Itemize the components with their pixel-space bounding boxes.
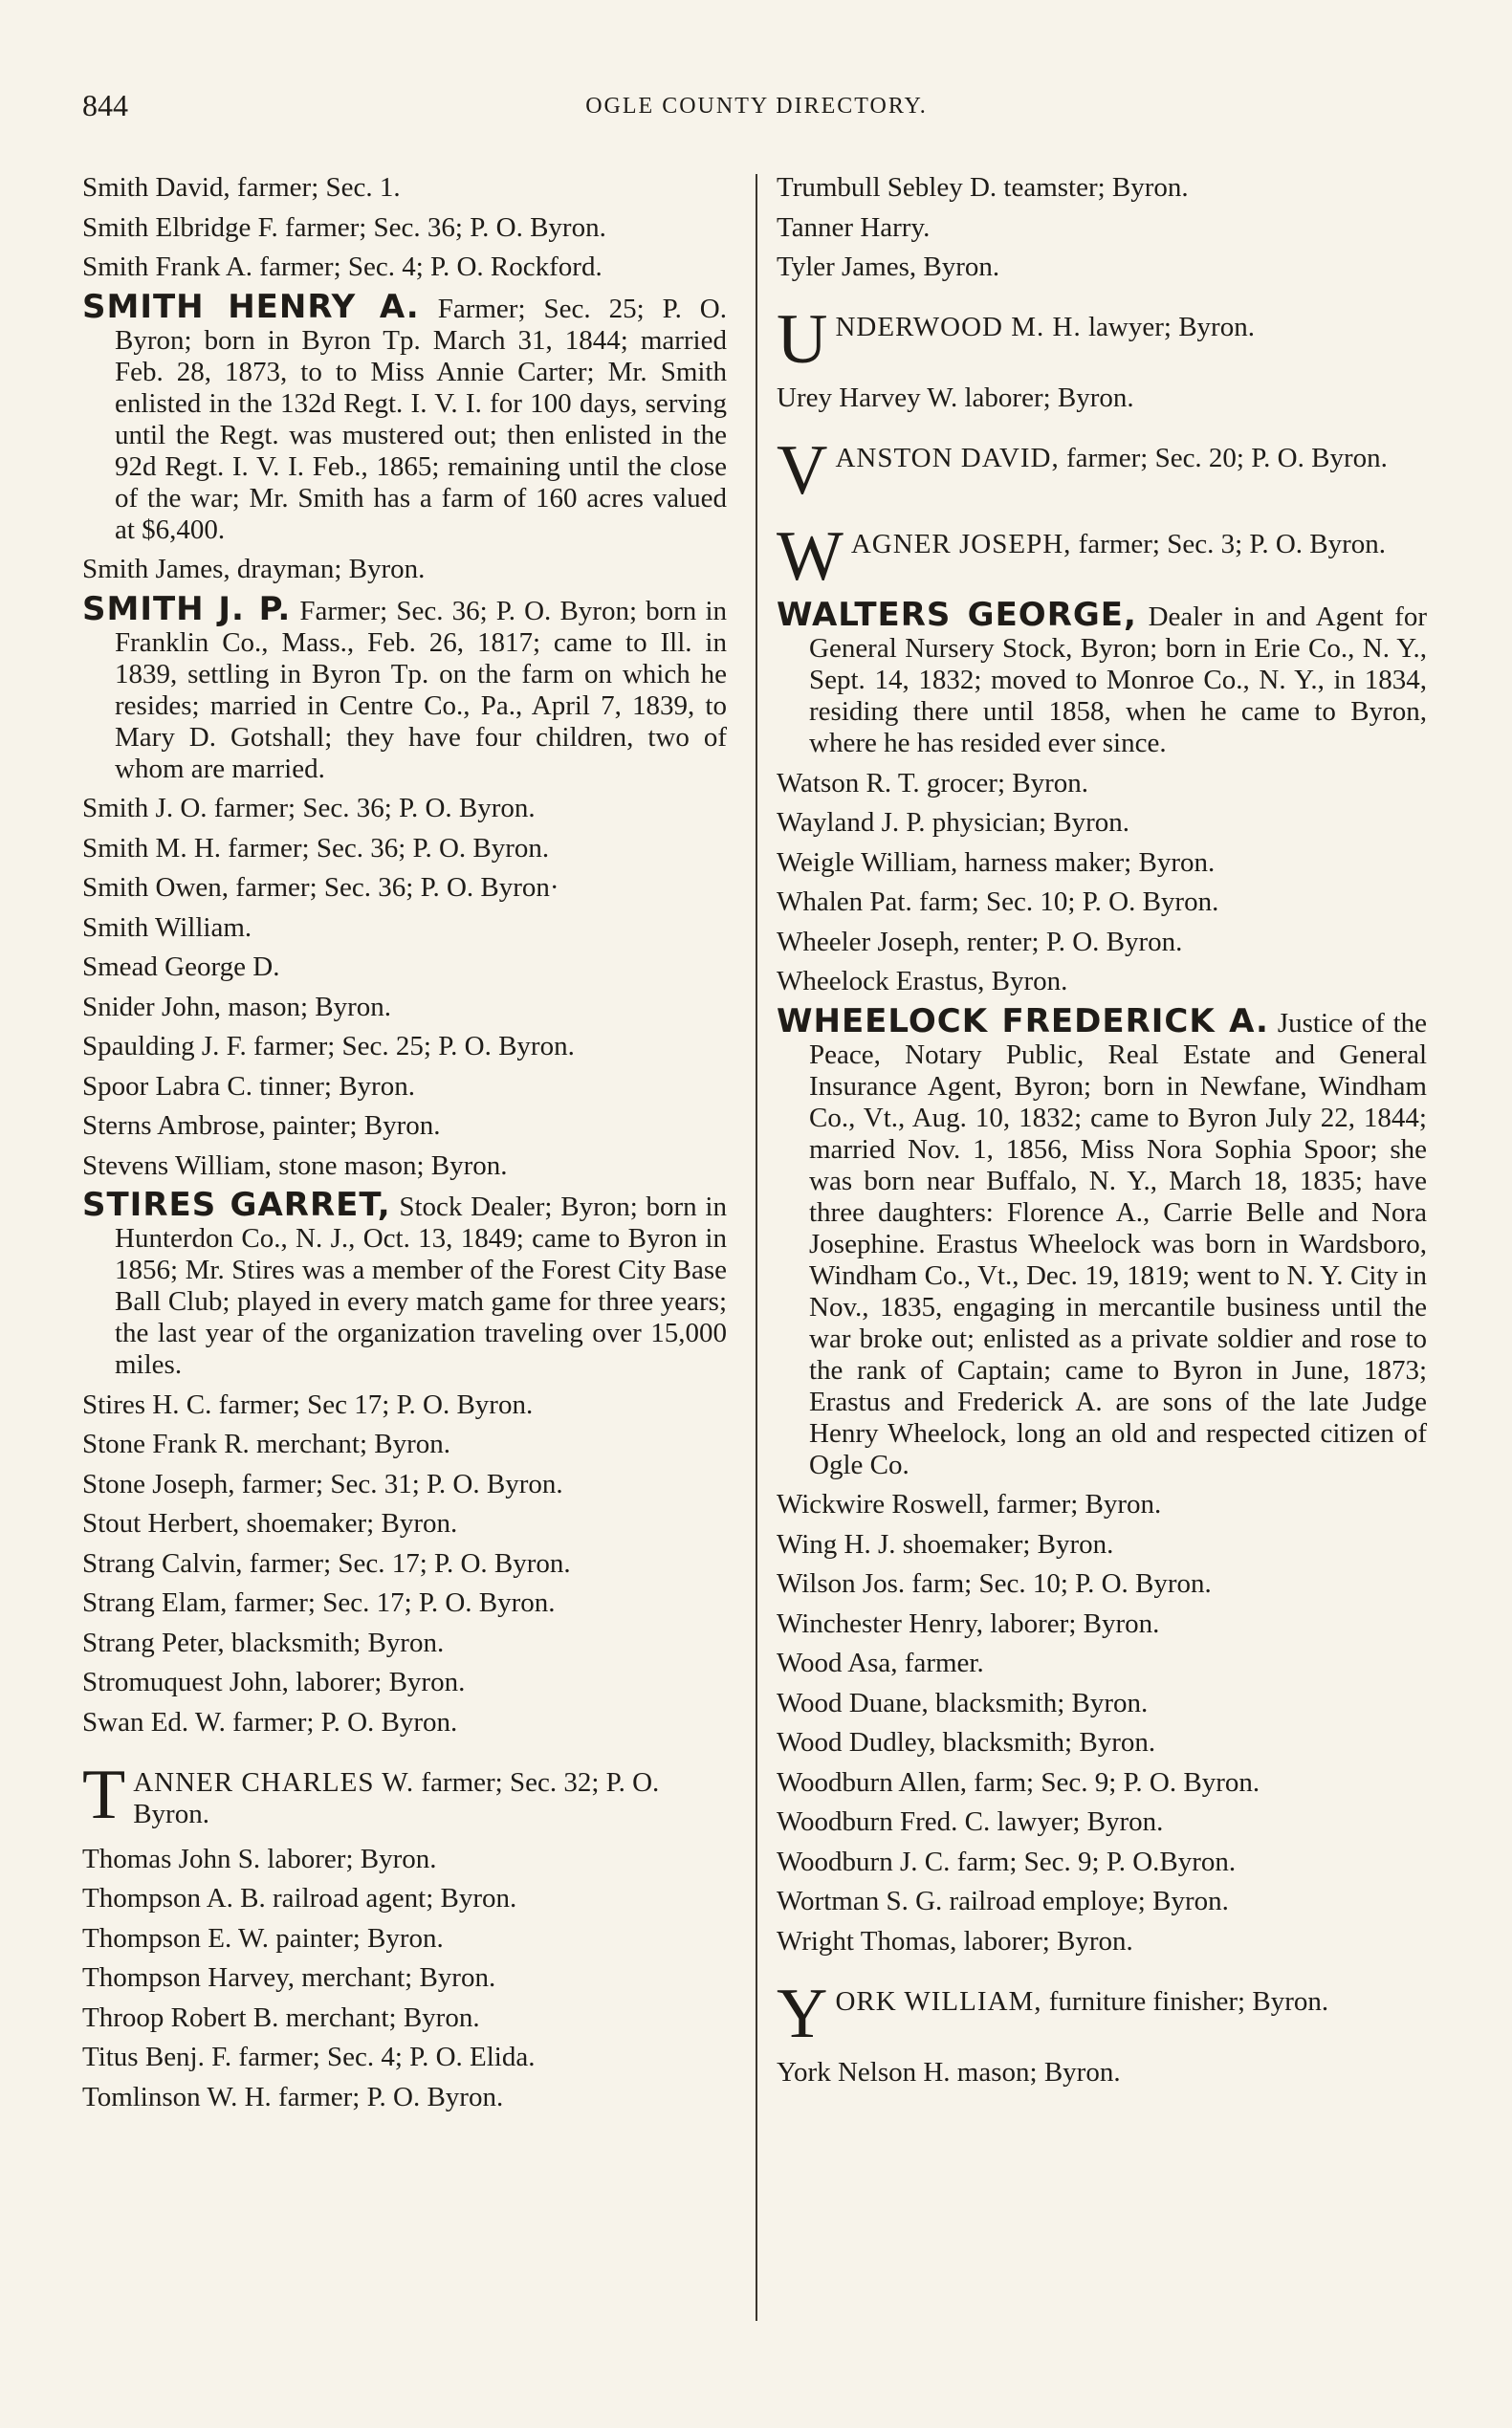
page-number: 844 bbox=[82, 88, 128, 122]
entry-lead: ORK WILLIAM, bbox=[835, 1985, 1042, 2017]
directory-entry: Trumbull Sebley D. teamster; Byron. bbox=[777, 172, 1189, 203]
drop-cap-letter: U bbox=[777, 300, 828, 379]
directory-entry: Wortman S. G. railroad employe; Byron. bbox=[777, 1886, 1229, 1916]
biography-entry bbox=[777, 1001, 1428, 1481]
column-divider bbox=[756, 174, 757, 2321]
directory-entry: Strang Calvin, farmer; Sec. 17; P. O. Byron. bbox=[82, 1547, 571, 1579]
directory-entry: Strang Peter, blacksmith; Byron. bbox=[82, 1627, 445, 1658]
directory-entry: Smith Frank A. farmer; Sec. 4; P. O. Rockford. bbox=[82, 252, 603, 282]
directory-entry: Smith James, drayman; Byron. bbox=[82, 554, 426, 584]
directory-entry: Thompson A. B. railroad agent; Byron. bbox=[82, 1883, 517, 1914]
biography-name: STIRES GARRET, bbox=[82, 1186, 391, 1224]
biography-entry bbox=[82, 287, 727, 546]
directory-entry: Stone Joseph, farmer; Sec. 31; P. O. Byron. bbox=[82, 1468, 563, 1499]
directory-entry: Wood Duane, blacksmith; Byron. bbox=[777, 1687, 1149, 1718]
directory-entry: Throop Robert B. merchant; Byron. bbox=[82, 2001, 480, 2033]
directory-entry: Snider John, mason; Byron. bbox=[82, 991, 392, 1022]
directory-entry: York Nelson H. mason; Byron. bbox=[777, 2056, 1121, 2088]
directory-entry: Thompson E. W. painter; Byron. bbox=[82, 1922, 444, 1954]
directory-entry: Winchester Henry, laborer; Byron. bbox=[777, 1608, 1160, 1639]
biography-name: SMITH HENRY A. bbox=[82, 287, 420, 326]
biography-text: Dealer in and Agent for General Nursery Stock, Byron; born in Erie Co., N. Y., Sept. 14, 1832; moved to Monroe Co., N. Y., in 1834, residing there until 1858, when he came to Byron, where he has resided ever since. bbox=[809, 602, 1427, 758]
entry-lead: ANSTON DAVID, bbox=[835, 443, 1060, 473]
entry-text: furniture finisher; Byron. bbox=[1041, 1985, 1329, 2017]
directory-entry: Woodburn J. C. farm; Sec. 9; P. O.Byron. bbox=[777, 1846, 1237, 1877]
directory-entry: Tomlinson W. H. farmer; P. O. Byron. bbox=[82, 2081, 504, 2112]
directory-entry: Stromuquest John, laborer; Byron. bbox=[82, 1667, 466, 1697]
directory-entry: Smith Owen, farmer; Sec. 36; P. O. Byron· bbox=[82, 872, 559, 903]
drop-cap-letter: W bbox=[777, 517, 844, 596]
directory-entry: Smith David, farmer; Sec. 1. bbox=[82, 172, 401, 203]
directory-entry: Wickwire Roswell, farmer; Byron. bbox=[777, 1489, 1162, 1520]
section-letter-entry bbox=[777, 431, 1427, 510]
directory-entry: Wood Asa, farmer. bbox=[777, 1648, 984, 1678]
directory-entry: Stires H. C. farmer; Sec 17; P. O. Byron. bbox=[82, 1389, 534, 1420]
directory-entry: Wilson Jos. farm; Sec. 10; P. O. Byron. bbox=[777, 1568, 1212, 1599]
directory-entry: Whalen Pat. farm; Sec. 10; P. O. Byron. bbox=[777, 886, 1219, 917]
biography-entry bbox=[82, 1186, 727, 1381]
entry-lead: ANNER CHARLES W. bbox=[133, 1766, 415, 1798]
directory-entry: Watson R. T. grocer; Byron. bbox=[777, 767, 1089, 798]
directory-entry: Smith William. bbox=[82, 911, 252, 943]
right-column bbox=[777, 172, 1427, 2096]
biography-text: Stock Dealer; Byron; born in Hunterdon Co., N. J., Oct. 13, 1849; came to Byron in 1856; Mr. Stires was a member of the Forest City Base Ball Club; played in every match game for three years; the last year of the organization traveling over 15,000 miles. bbox=[115, 1192, 727, 1380]
entry-text: farmer; Sec. 32; P. O. Byron. bbox=[133, 1766, 660, 1829]
entry-body bbox=[777, 1986, 1427, 2018]
entry-text: lawyer; Byron. bbox=[1081, 312, 1255, 342]
biography-text: Justice of the Peace, Notary Public, Real Estate and General Insurance Agent, Byron; born in Newfane, Windham Co., Vt., Aug. 10, 1832; came to Byron July 22, 1844; married Nov. 1, 1856, Miss Nora Sophia Spoor; she was born near Buffalo, N. Y., March 18, 1835; have three daughters: Florence A., Carrie Belle and Nora Josephine. Erastus Wheelock was born in Wardsboro, Windham Co., Vt., Dec. 19, 1819; went to N. Y. City in Nov., 1835, engaging in mercantile business until the war broke out; enlisted as a private soldier and rose to the rank of Captain; came to Byron in June, 1873; Erastus and Frederick A. are sons of the late Judge Henry Wheelock, long an old and respected citizen of Ogle Co. bbox=[809, 1007, 1428, 1480]
directory-entry: Smith Elbridge F. farmer; Sec. 36; P. O. Byron. bbox=[82, 211, 606, 243]
entry-body bbox=[777, 443, 1427, 474]
directory-entry: Wing H. J. shoemaker; Byron. bbox=[777, 1528, 1114, 1560]
directory-entry: Stone Frank R. merchant; Byron. bbox=[82, 1429, 451, 1459]
section-letter-entry bbox=[777, 1974, 1427, 2053]
directory-entry: Wright Thomas, laborer; Byron. bbox=[777, 1925, 1133, 1957]
biography-entry bbox=[82, 589, 728, 785]
directory-entry: Swan Ed. W. farmer; P. O. Byron. bbox=[82, 1706, 458, 1738]
directory-entry: Spoor Labra C. tinner; Byron. bbox=[82, 1070, 415, 1102]
directory-entry: Strang Elam, farmer; Sec. 17; P. O. Byron. bbox=[82, 1587, 556, 1618]
running-title: OGLE COUNTY DIRECTORY. bbox=[585, 94, 928, 119]
entry-body bbox=[82, 1755, 727, 1834]
biography-text: Farmer; Sec. 36; P. O. Byron; born in Franklin Co., Mass., Feb. 26, 1817; came to Ill. in 1839, settling in Byron Tp. on the farm on which he resides; married in Centre Co., Pa., April 7, 1839, to Mary D. Gotshall; they have four children, two of whom are married. bbox=[115, 595, 728, 784]
biography-entry bbox=[777, 596, 1427, 759]
biography-name: WHEELOCK FREDERICK A. bbox=[777, 1001, 1269, 1040]
drop-cap-letter: V bbox=[777, 431, 828, 510]
directory-entry: Spaulding J. F. farmer; Sec. 25; P. O. Byron. bbox=[82, 1031, 575, 1061]
directory-entry: Stout Herbert, shoemaker; Byron. bbox=[82, 1508, 458, 1539]
directory-entry: Tyler James, Byron. bbox=[777, 252, 1000, 282]
biography-name: SMITH J. P. bbox=[82, 589, 292, 628]
entry-body bbox=[777, 312, 1427, 343]
directory-entry: Woodburn Allen, farm; Sec. 9; P. O. Byron. bbox=[777, 1766, 1260, 1798]
directory-entry: Weigle William, harness maker; Byron. bbox=[777, 846, 1216, 878]
section-letter-entry bbox=[777, 300, 1427, 379]
entry-lead: NDERWOOD M. H. bbox=[835, 312, 1082, 342]
directory-entry: Thomas John S. laborer; Byron. bbox=[82, 1843, 437, 1874]
entry-text: farmer; Sec. 3; P. O. Byron. bbox=[1071, 529, 1387, 559]
drop-cap-letter: T bbox=[82, 1755, 126, 1834]
directory-entry: Smead George D. bbox=[82, 952, 280, 982]
directory-entry: Tanner Harry. bbox=[777, 211, 931, 243]
directory-entry: Smith J. O. farmer; Sec. 36; P. O. Byron. bbox=[82, 793, 536, 823]
biography-name: WALTERS GEORGE, bbox=[777, 596, 1137, 634]
directory-entry: Urey Harvey W. laborer; Byron. bbox=[777, 383, 1134, 413]
directory-entry: Sterns Ambrose, painter; Byron. bbox=[82, 1110, 441, 1141]
left-column bbox=[82, 172, 727, 2121]
entry-lead: AGNER JOSEPH, bbox=[850, 529, 1072, 559]
directory-entry: Wheeler Joseph, renter; P. O. Byron. bbox=[777, 926, 1183, 957]
directory-entry: Smith M. H. farmer; Sec. 36; P. O. Byron. bbox=[82, 832, 550, 864]
entry-text: farmer; Sec. 20; P. O. Byron. bbox=[1059, 443, 1388, 473]
section-letter-entry bbox=[82, 1755, 727, 1834]
directory-entry: Wood Dudley, blacksmith; Byron. bbox=[777, 1727, 1156, 1758]
directory-entry: Wayland J. P. physician; Byron. bbox=[777, 807, 1129, 838]
directory-entry: Woodburn Fred. C. lawyer; Byron. bbox=[777, 1806, 1164, 1837]
directory-entry: Wheelock Erastus, Byron. bbox=[777, 966, 1068, 996]
directory-entry: Thompson Harvey, merchant; Byron. bbox=[82, 1962, 496, 1993]
entry-body bbox=[777, 529, 1427, 560]
directory-entry: Titus Benj. F. farmer; Sec. 4; P. O. Elida. bbox=[82, 2042, 536, 2072]
biography-text: Farmer; Sec. 25; P. O. Byron; born in Byron Tp. March 31, 1844; married Feb. 28, 1873, to to Miss Annie Carter; Mr. Smith enlisted in the 132d Regt. I. V. I. for 100 days, serving until the Regt. was mustered out; then enlisted in the 92d Regt. I. V. I. Feb., 1865; remaining until the close of the war; Mr. Smith has a farm of 160 acres valued at $6,400. bbox=[115, 293, 727, 545]
drop-cap-letter: Y bbox=[777, 1974, 828, 2053]
section-letter-entry bbox=[777, 517, 1427, 596]
page-header bbox=[82, 88, 1431, 136]
directory-entry: Stevens William, stone mason; Byron. bbox=[82, 1149, 508, 1181]
